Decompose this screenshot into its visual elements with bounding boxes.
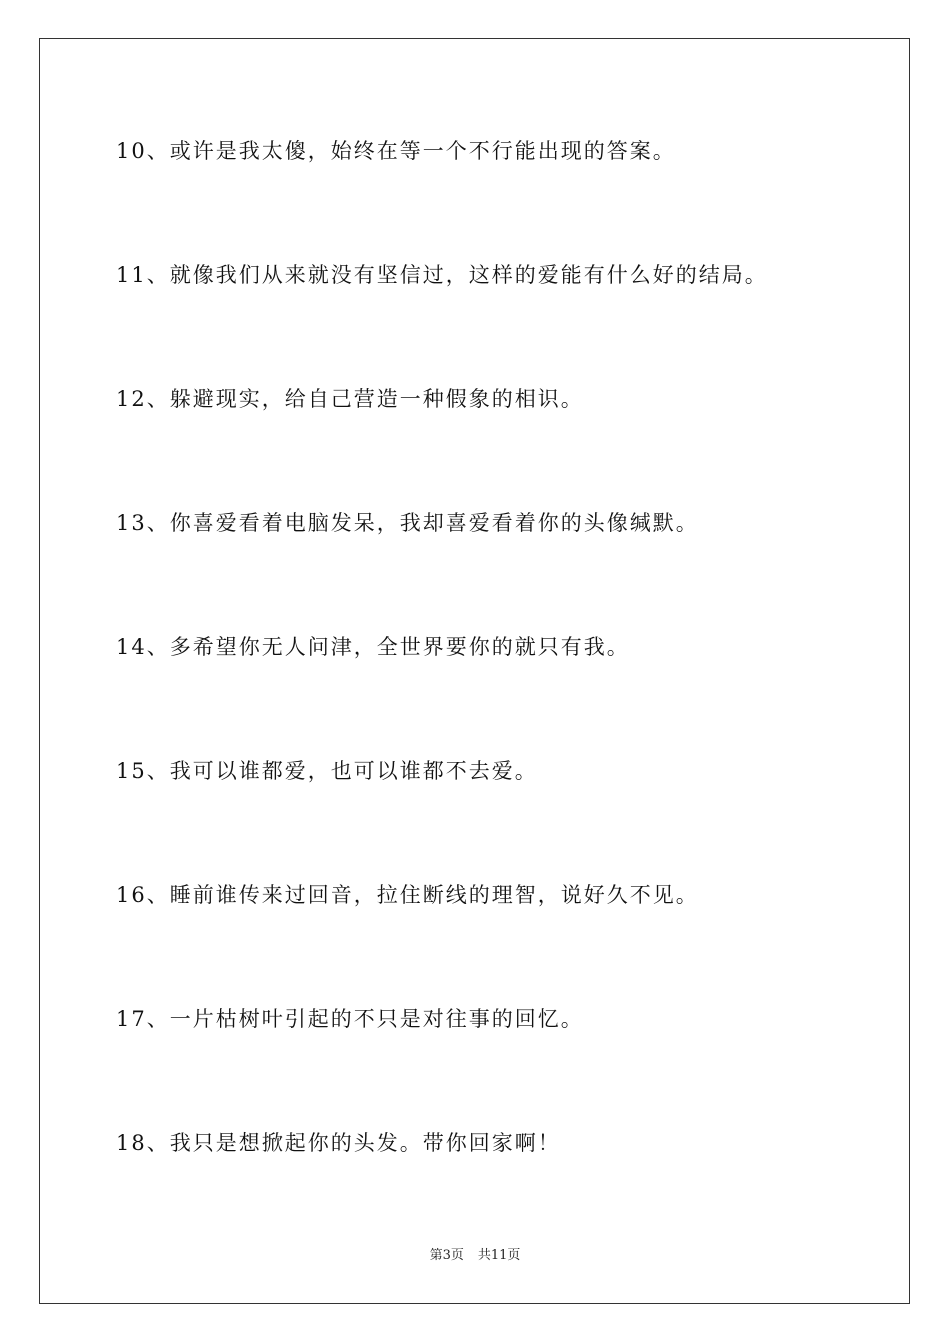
text-line-15: 15、我可以谁都爱，也可以谁都不去爱。 [116,759,538,783]
page-number: 第3页 [429,1248,464,1263]
text-line-16: 16、睡前谁传来过回音，拉住断线的理智，说好久不见。 [116,883,699,907]
text-line-18: 18、我只是想掀起你的头发。带你回家啊！ [116,1131,561,1155]
text-line-10: 10、或许是我太傻，始终在等一个不行能出现的答案。 [116,139,676,163]
page-border [39,38,910,1304]
text-line-13: 13、你喜爱看着电脑发呆，我却喜爱看着你的头像缄默。 [116,511,699,535]
page-footer [0,1246,950,1266]
text-line-17: 17、一片枯树叶引起的不只是对往事的回忆。 [116,1007,584,1031]
text-line-11: 11、就像我们从来就没有坚信过，这样的爱能有什么好的结局。 [116,263,768,287]
page-total: 共11页 [477,1248,521,1263]
text-line-14: 14、多希望你无人问津，全世界要你的就只有我。 [116,635,630,659]
text-line-12: 12、躲避现实，给自己营造一种假象的相识。 [116,387,584,411]
